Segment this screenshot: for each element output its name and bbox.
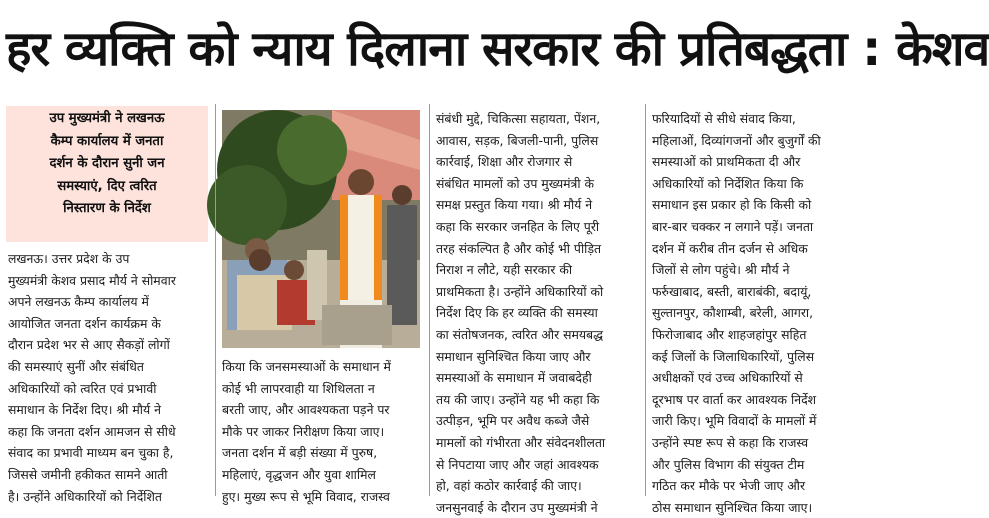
text-line: समस्याओं के समाधान में जवाबदेही <box>436 370 592 386</box>
text-line: कोई भी लापरवाही या शिथिलता न <box>222 380 375 396</box>
text-line: दूरभाष पर वार्ता कर आवश्यक निर्देश <box>652 391 817 407</box>
article-column-4 <box>652 108 848 518</box>
text-line: आवास, सड़क, बिजली-पानी, पुलिस <box>436 132 599 148</box>
deck-line: कैम्प कार्यालय में जनता <box>50 133 164 149</box>
text-line: समाधान इस प्रकार हो कि किसी को <box>652 197 812 213</box>
text-line: निर्देश दिए कि हर व्यक्ति की समस्या <box>436 305 598 321</box>
text-line: आयोजित जनता दर्शन कार्यक्रम के <box>8 315 161 331</box>
column-rule <box>215 104 216 496</box>
text-line: कार्रवाई, शिक्षा और रोजगार से <box>436 154 573 170</box>
text-line: किया कि जनसमस्याओं के समाधान में <box>222 359 391 374</box>
text-line: बार-बार चक्कर न लगाने पड़ें। जनता <box>652 218 814 234</box>
text-line: कहा कि जनता दर्शन आमजन से सीधे <box>8 423 176 439</box>
text-line: फिरोजाबाद और शाहजहांपुर सहित <box>652 326 807 342</box>
text-line: कहा कि सरकार जनहित के लिए पूरी <box>436 218 600 234</box>
text-line: लखनऊ। उत्तर प्रदेश के उप <box>8 251 130 266</box>
column-rule <box>645 104 646 496</box>
deck-line: समस्याएं, दिए त्वरित <box>57 178 157 194</box>
text-line: हो, वहां कठोर कार्रवाई की जाए। <box>436 478 582 494</box>
text-line: मामलों को गंभीरता और संवेदनशीलता <box>436 434 606 450</box>
article-column-3 <box>436 108 638 518</box>
text-line: संवाद का प्रभावी माध्यम बन चुका है, <box>8 445 174 461</box>
text-line: है। उन्होंने अधिकारियों को निर्देशित <box>8 488 162 504</box>
column-rule <box>429 104 430 496</box>
text-line: फर्रुखाबाद, बस्ती, बाराबंकी, बदायूं, <box>652 283 812 299</box>
text-line: समाधान के निर्देश दिए। श्री मौर्य ने <box>8 402 161 418</box>
text-line: उत्पीड़न, भूमि पर अवैध कब्जे जैसे <box>436 413 590 429</box>
article-column-2 <box>222 356 422 507</box>
text-line: से निपटाया जाए और जहां आवश्यक <box>436 456 599 472</box>
text-line: दौरान प्रदेश भर से आए सैकड़ों लोगों <box>8 337 170 353</box>
deck-line: उप मुख्यमंत्री ने लखनऊ <box>49 111 165 126</box>
text-line: दर्शन में करीब तीन दर्जन से अधिक <box>652 240 808 256</box>
text-line: उन्होंने स्पष्ट रूप से कहा कि राजस्व <box>652 434 809 450</box>
text-line: जनता दर्शन में बड़ी संख्या में पुरुष, <box>222 445 378 461</box>
text-line: तरह संकल्पित है और कोई भी पीड़ित <box>436 240 602 256</box>
text-line: समक्ष प्रस्तुत किया गया। श्री मौर्य ने <box>436 197 593 213</box>
text-line: और पुलिस विभाग की संयुक्त टीम <box>652 456 805 472</box>
text-line: जनसुनवाई के दौरान उप मुख्यमंत्री ने <box>436 499 598 515</box>
text-line: समस्याओं को प्राथमिकता दी और <box>652 154 801 170</box>
text-line: फरियादियों से सीधे संवाद किया, <box>652 111 796 126</box>
text-line: हुए। मुख्य रूप से भूमि विवाद, राजस्व <box>222 488 390 504</box>
deck-line: दर्शन के दौरान सुनी जन <box>49 156 165 172</box>
text-line: जिससे जमीनी हकीकत सामने आती <box>8 466 168 482</box>
text-line: जिलों से लोग पहुंचे। श्री मौर्य ने <box>652 262 790 278</box>
text-line: गठित कर मौके पर भेजी जाए और <box>652 478 806 494</box>
article-column-1 <box>8 248 208 507</box>
text-line: संबंधी मुद्दे, चिकित्सा सहायता, पेंशन, <box>436 111 601 126</box>
text-line: अधिकारियों को त्वरित एवं प्रभावी <box>8 380 157 396</box>
text-line: कई जिलों के जिलाधिकारियों, पुलिस <box>652 348 815 364</box>
text-line: सुल्तानपुर, कौशाम्बी, बरेली, आगरा, <box>652 305 814 321</box>
text-line: निराश न लौटे, यही सरकार की <box>436 262 573 278</box>
text-line: महिलाओं, दिव्यांगजनों और बुजुर्गों की <box>652 132 821 148</box>
text-line: अधिकारियों को निर्देशित किया कि <box>652 175 804 191</box>
text-line: मुख्यमंत्री केशव प्रसाद मौर्य ने सोमवार <box>8 272 176 288</box>
text-line: मौके पर जाकर निरीक्षण किया जाए। <box>222 423 385 439</box>
text-line: समाधान सुनिश्चित किया जाए और <box>436 348 591 364</box>
subheadline-box <box>6 106 208 242</box>
deck-line: निस्तारण के निर्देश <box>63 201 151 217</box>
text-line: जारी किए। भूमि विवादों के मामलों में <box>652 413 817 429</box>
text-line: अधीक्षकों एवं उच्च अधिकारियों से <box>652 370 803 386</box>
text-line: प्राथमिकता है। उन्होंने अधिकारियों को <box>436 283 604 299</box>
news-photo <box>222 110 420 348</box>
text-line: ठोस समाधान सुनिश्चित किया जाए। <box>652 499 813 515</box>
text-line: महिलाएं, वृद्धजन और युवा शामिल <box>222 466 376 482</box>
text-line: संबंधित मामलों को उप मुख्यमंत्री के <box>436 175 595 191</box>
text-line: की समस्याएं सुनीं और संबंधित <box>8 358 144 374</box>
headline: हर व्यक्ति को न्याय दिलाना सरकार की प्रतिबद्धता : केशव <box>6 21 989 77</box>
text-line: का संतोषजनक, त्वरित और समयबद्ध <box>436 326 604 342</box>
text-line: बरती जाए, और आवश्यकता पड़ने पर <box>222 402 390 418</box>
text-line: अपने लखनऊ कैम्प कार्यालय में <box>8 294 149 310</box>
text-line: तय की जाए। उन्होंने यह भी कहा कि <box>436 391 600 407</box>
